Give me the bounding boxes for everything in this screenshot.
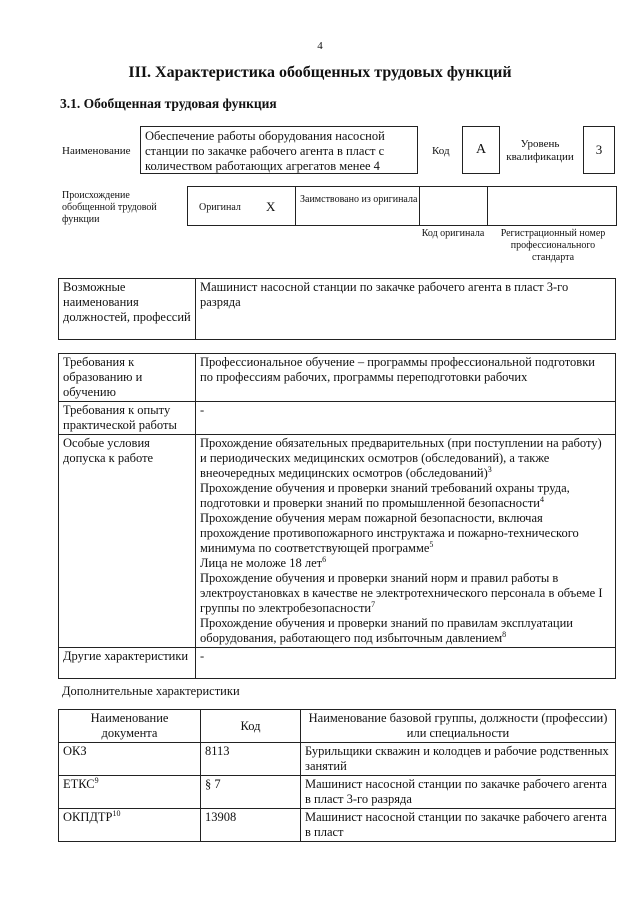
code-original-caption: Код оригинала bbox=[421, 228, 485, 239]
table-row bbox=[59, 354, 616, 402]
conditions-label: Особые условия допуска к работе bbox=[59, 435, 196, 648]
page-number: 4 bbox=[317, 40, 323, 52]
reg-number-caption: Регистрационный номер профессионального стандарта bbox=[500, 228, 606, 263]
code-value-box bbox=[462, 126, 500, 174]
subsection-title: 3.1. Обобщенная трудовая функция bbox=[60, 96, 277, 111]
education-label: Требования к образованию и обучению bbox=[59, 354, 196, 402]
code-cell: 13908 bbox=[201, 809, 301, 842]
doc-cell: ЕТКС$^9$ bbox=[59, 776, 201, 809]
other-label: Другие характеристики bbox=[59, 648, 196, 679]
condition-item: Прохождение обучения и проверки знаний по правилам эксплуатации оборудования, работающего под избыточным давлением$^8$ bbox=[200, 616, 573, 645]
level-label: Уровень квалификации bbox=[506, 138, 574, 163]
positions-value: Машинист насосной станции по закачке рабочего агента в пласт 3-го разряда bbox=[196, 279, 616, 340]
section-title: III. Характеристика обобщенных трудовых функций bbox=[128, 64, 512, 81]
origin-divider bbox=[487, 186, 488, 226]
additional-table bbox=[58, 709, 616, 842]
table-header-row bbox=[59, 710, 616, 743]
doc-cell: ОКПДТР$^{10}$ bbox=[59, 809, 201, 842]
origin-divider bbox=[419, 186, 420, 226]
group-cell: Машинист насосной станции по закачке рабочего агента в пласт 3-го разряда bbox=[301, 776, 616, 809]
table-row bbox=[59, 776, 616, 809]
condition-item: Прохождение обучения и проверки знаний норм и правил работы в электроустановках в качестве не электротехнического персонала в объеме I группы по электробезопасности$^7$ bbox=[200, 571, 603, 615]
positions-label: Возможные наименования должностей, профессий bbox=[59, 279, 196, 340]
group-cell: Бурильщики скважин и колодцев и рабочие родственных занятий bbox=[301, 743, 616, 776]
level-value: 3 bbox=[595, 142, 603, 157]
table-row bbox=[59, 402, 616, 435]
code-label: Код bbox=[432, 145, 450, 157]
experience-value: - bbox=[196, 402, 616, 435]
table-row bbox=[59, 809, 616, 842]
code-cell: § 7 bbox=[201, 776, 301, 809]
table-row bbox=[59, 435, 616, 648]
borrowed-label: Заимствовано из оригинала bbox=[300, 194, 418, 205]
doc-cell: ОКЗ bbox=[59, 743, 201, 776]
origin-label: Происхождение обобщенной трудовой функции bbox=[62, 190, 157, 225]
level-value-box bbox=[583, 126, 615, 174]
original-label: Оригинал bbox=[199, 202, 241, 213]
condition-item: Прохождение обучения и проверки знаний требований охраны труда, подготовки и проверки знаний по промышленной безопасности$^4$ bbox=[200, 481, 570, 510]
education-value: Профессиональное обучение – программы профессиональной подготовки по профессиям рабочих, программы переподготовки рабочих bbox=[196, 354, 616, 402]
group-cell: Машинист насосной станции по закачке рабочего агента в пласт bbox=[301, 809, 616, 842]
positions-table bbox=[58, 278, 616, 340]
function-name-value: Обеспечение работы оборудования насосной станции по закачке рабочего агента в пласт с количеством работающих агрегатов менее 4 bbox=[145, 129, 385, 173]
origin-table bbox=[187, 186, 617, 226]
condition-item: Прохождение обучения мерам пожарной безопасности, включая прохождение противопожарного инструктажа и пожарно-технического минимума по соответствующей программе$^5$ bbox=[200, 511, 579, 555]
header-document: Наименование документа bbox=[59, 710, 201, 743]
table-row bbox=[59, 648, 616, 679]
condition-item: Прохождение обязательных предварительных (при поступлении на работу) и периодических медицинских осмотров (обследований), а также внеочередных медицинских осмотров (обследований)$^3$ bbox=[200, 436, 602, 480]
header-code: Код bbox=[201, 710, 301, 743]
code-cell: 8113 bbox=[201, 743, 301, 776]
experience-label: Требования к опыту практической работы bbox=[59, 402, 196, 435]
table-row bbox=[59, 279, 616, 340]
code-value: А bbox=[475, 142, 487, 157]
function-name-box bbox=[140, 126, 418, 174]
name-label: Наименование bbox=[62, 145, 131, 157]
additional-title: Дополнительные характеристики bbox=[62, 684, 240, 698]
origin-divider bbox=[295, 186, 296, 226]
requirements-table bbox=[58, 353, 616, 679]
header-group: Наименование базовой группы, должности (профессии) или специальности bbox=[301, 710, 616, 743]
other-value: - bbox=[196, 648, 616, 679]
condition-item: Лица не моложе 18 лет$^6$ bbox=[200, 554, 327, 570]
table-row bbox=[59, 743, 616, 776]
conditions-cell bbox=[196, 435, 616, 648]
original-mark: Х bbox=[266, 199, 276, 214]
